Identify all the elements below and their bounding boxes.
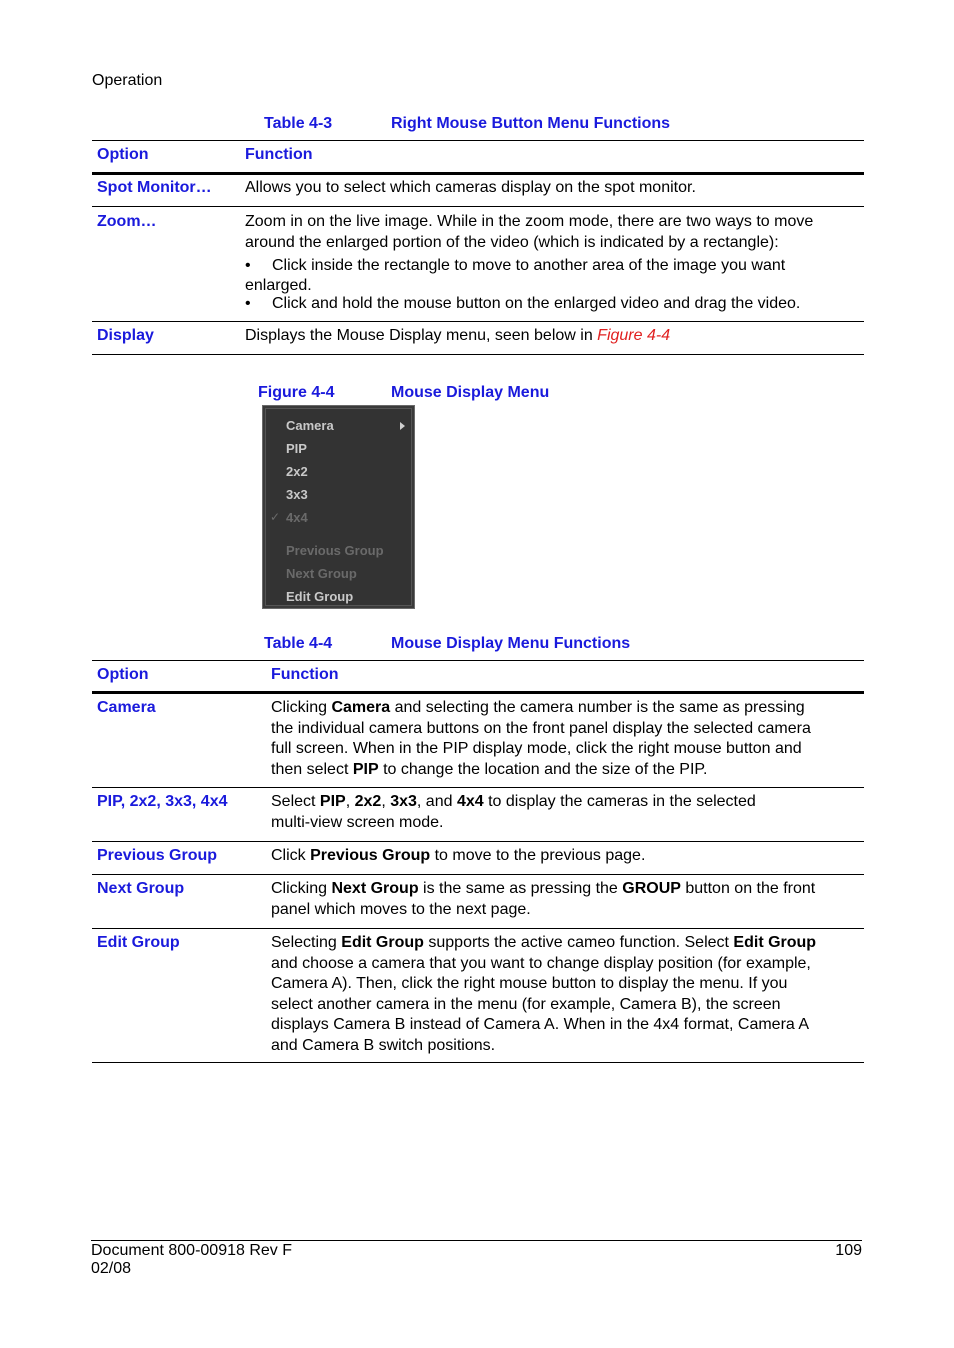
menu-item-previous-group[interactable]: Previous Group: [286, 543, 384, 558]
table-header-rule: [92, 691, 864, 694]
function-edit-group: [271, 933, 861, 1056]
option-display: Display: [97, 327, 154, 344]
bullet-text: enlarged.: [245, 276, 312, 294]
bullet-mark: •: [245, 257, 251, 274]
row-divider: [92, 841, 864, 842]
function-line: and choose a camera that you want to change display position (for example,: [271, 954, 811, 972]
menu-item-label: Camera: [286, 418, 334, 433]
option-camera: Camera: [97, 699, 156, 716]
function-previous-group: [271, 846, 861, 867]
figure-title: Mouse Display Menu: [391, 384, 550, 401]
menu-item-2x2[interactable]: 2x2: [286, 464, 308, 479]
table-number: Table 4-4: [264, 635, 333, 652]
row-divider: [92, 928, 864, 929]
function-line: and Camera B switch positions.: [271, 1036, 496, 1054]
menu-item-camera[interactable]: [286, 418, 414, 433]
menu-item-edit-group[interactable]: Edit Group: [286, 589, 354, 604]
row-divider: [92, 874, 864, 875]
table-header-rule: [92, 172, 864, 175]
running-header: Operation: [92, 72, 163, 89]
function-text: Displays the Mouse Display menu, seen below in: [245, 327, 598, 344]
menu-item-next-group[interactable]: Next Group: [286, 566, 357, 581]
function-line: then select PIP to change the location and the size of the PIP.: [271, 760, 708, 778]
function-line: Click Previous Group to move to the previous page.: [271, 847, 646, 864]
menu-item-4x4[interactable]: 4x4: [286, 510, 308, 525]
table-title: Right Mouse Button Menu Functions: [391, 115, 671, 132]
list-item: [245, 294, 860, 315]
option-edit-group: Edit Group: [97, 934, 180, 951]
table-caption: [264, 635, 864, 655]
function-line: select another camera in the menu (for example, Camera B), the screen: [271, 995, 781, 1013]
zoom-bullet-list: [245, 256, 860, 314]
table-title: Mouse Display Menu Functions: [391, 635, 631, 652]
function-line: full screen. When in the PIP display mode, click the right mouse button and: [271, 740, 802, 757]
function-line: panel which moves to the next page.: [271, 900, 531, 918]
row-divider: [92, 787, 864, 788]
function-line: Clicking Camera and selecting the camera number is the same as pressing: [271, 699, 805, 716]
table-bottom-rule: [92, 1062, 864, 1063]
function-line: Select PIP, 2x2, 3x3, and 4x4 to display the cameras in the selected: [271, 793, 756, 810]
page-number: 109: [835, 1242, 862, 1259]
function-zoom-line: Zoom in on the live image. While in the zoom mode, there are two ways to move: [245, 213, 814, 230]
bullet-text: Click inside the rectangle to move to another area of the image you want: [272, 257, 786, 274]
function-line: the individual camera buttons on the front panel display the selected camera: [271, 719, 811, 737]
figure-link[interactable]: Figure 4-4: [597, 327, 671, 344]
function-line: Camera A). Then, click the right mouse button to display the menu. If you: [271, 975, 788, 992]
document-date: 02/08: [91, 1260, 132, 1277]
figure-number: Figure 4-4: [258, 384, 335, 401]
figure-caption: [258, 384, 858, 404]
mouse-display-menu: [262, 405, 415, 609]
bullet-text: Click and hold the mouse button on the enlarged video and drag the video.: [272, 294, 801, 312]
function-spot-monitor: Allows you to select which cameras display on the spot monitor.: [245, 179, 696, 196]
option-spot-monitor: Spot Monitor…: [97, 179, 212, 196]
bullet-mark: •: [245, 294, 251, 312]
table-top-rule: [92, 140, 864, 141]
function-display: [245, 326, 860, 347]
submenu-arrow-icon: [400, 422, 405, 430]
footer-rule: [91, 1240, 862, 1241]
function-line: multi-view screen mode.: [271, 813, 444, 831]
column-header-function: Function: [271, 666, 339, 683]
footer-left: [91, 1242, 292, 1278]
function-pip-layouts: [271, 792, 861, 833]
list-item: [245, 256, 860, 294]
option-zoom: Zoom…: [97, 213, 157, 230]
function-zoom: [245, 212, 860, 314]
menu-panel: [265, 408, 412, 606]
function-zoom-line: around the enlarged portion of the video (which is indicated by a rectangle):: [245, 233, 779, 251]
function-next-group: [271, 879, 861, 920]
document-number: Document 800-00918 Rev F: [91, 1242, 292, 1259]
menu-item-pip[interactable]: PIP: [286, 441, 307, 456]
row-divider: [92, 321, 864, 322]
table-number: Table 4-3: [264, 115, 333, 132]
column-header-function: Function: [245, 146, 313, 163]
option-next-group: Next Group: [97, 880, 185, 897]
function-camera: [271, 698, 861, 780]
table-bottom-rule: [92, 354, 864, 355]
table-top-rule: [92, 660, 864, 661]
column-header-option: Option: [97, 666, 149, 683]
row-divider: [92, 206, 864, 207]
option-pip-layouts: PIP, 2x2, 3x3, 4x4: [97, 793, 228, 810]
function-line: Clicking Next Group is the same as pressing the GROUP button on the front: [271, 880, 816, 897]
menu-item-3x3[interactable]: 3x3: [286, 487, 308, 502]
function-line: displays Camera B instead of Camera A. When in the 4x4 format, Camera A: [271, 1016, 810, 1033]
column-header-option: Option: [97, 146, 149, 163]
function-line: Selecting Edit Group supports the active cameo function. Select Edit Group: [271, 934, 817, 951]
table-caption: [264, 115, 864, 135]
checkmark-icon: ✓: [270, 510, 281, 524]
option-previous-group: Previous Group: [97, 847, 218, 864]
